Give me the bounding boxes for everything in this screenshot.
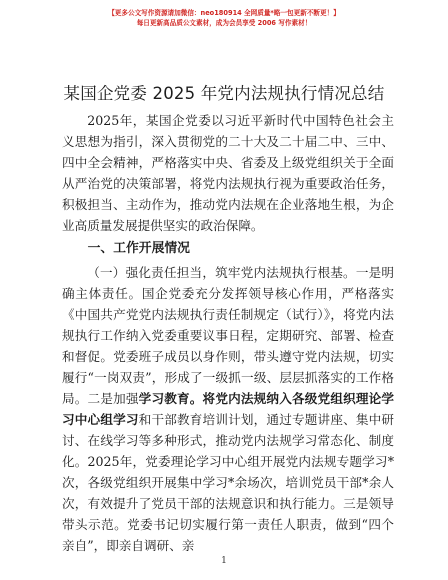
promo-banner-line-2: 每日更新高品质公文素材，成为会员享受 2006 写作素材！ (136, 19, 312, 27)
section-1-block (62, 262, 394, 556)
section-1-bold-run: 学习教育。将党内法规纳入各级党组织理论学习中心组学习 (62, 391, 395, 427)
intro-block (62, 110, 394, 236)
document-title: 某国企党委 2025 年党内法规执行情况总结 (63, 84, 385, 103)
section-1-text-start: （一）强化责任担当，筑牢党内法规执行根基。一是明确主体责任。国企党委充分发挥领导核心作用，严格落实《中国共产党党内法规执行责任制规定（试行）》，将党内法规执行工作纳入党委重要议事日程，定期研究、部署、检查和督促。党委班子成员以身作则，带头遵守党内法规，切实履行“一岗双责”，形成了一级抓一级、层层抓落实的工作格局。二是加强 (62, 265, 394, 406)
section-1-text-rest: 和干部教育培训计划，通过专题讲座、集中研讨、在线学习等多种形式，推动党内法规学习常态化、制度化。2025年，党委理论学习中心组开展党内法规专题学习*次，各级党组织开展集中学习*余场次，培训党员干部*余人次，有效提升了党员干部的法规意识和执行能力。三是领导带头示范。党委书记切实履行第一责任人职责，做到“四个亲自”，即亲自调研、亲 (62, 412, 395, 553)
promo-banner (0, 8, 448, 28)
intro-paragraph: 2025年，某国企党委以习近平新时代中国特色社会主义思想为指引，深入贯彻党的二十大及二十届二中、三中、四中全会精神，严格落实中央、省委及上级党组织关于全面从严治党的决策部署，将党内法规执行视为重要政治任务，积极担当、主动作为，推动党内法规在企业落地生根，为企业高质量发展提供坚实的政治保障。 (62, 113, 394, 233)
section-1-paragraph (62, 262, 394, 556)
section-1-heading: 一、工作开展情况 (87, 241, 190, 256)
page-number: 1 (221, 556, 227, 566)
promo-banner-line-1: 【更多公文写作资源请加微信：neo180914 全网质量*略一包更新不断更！】 (108, 9, 340, 17)
